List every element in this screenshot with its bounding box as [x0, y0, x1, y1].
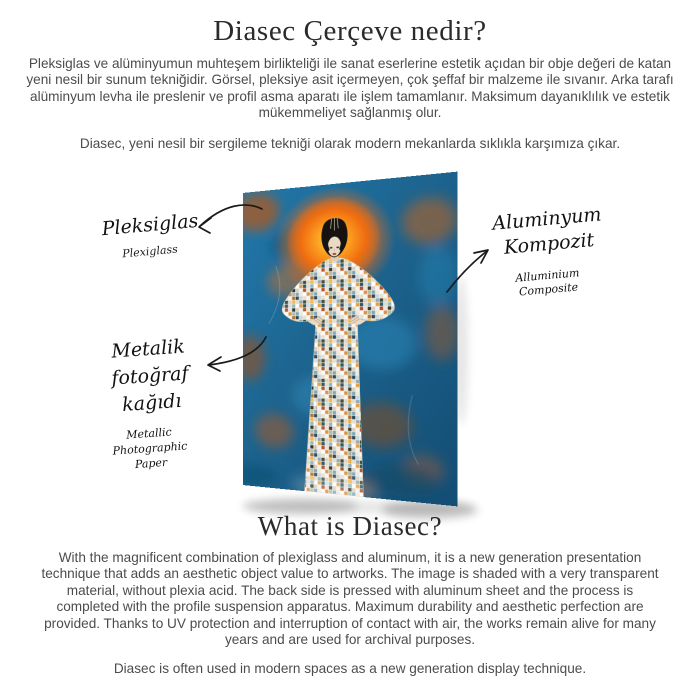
- label-plexiglass: [83, 209, 217, 261]
- artwork-image: [243, 172, 457, 507]
- intro-paragraph-tr: Pleksiglas ve alüminyumun muhteşem birlikteliği ile sanat eserlerine estetik açıdan bir obje değeri de katan yeni nesil bir sunum tekniğidir. Görsel, pleksiye asit içermeyen, çok şeffaf bir malzeme ile sıvanır. Arka tarafı alüminyum levha ile preslenir ve profil asma aparatı ile işlem tamamlanır. Maksimum dayanıklılık ve estetik mükemmeliyet sağlanmış olur.: [26, 56, 674, 121]
- label-aluminum-composite: [481, 203, 615, 299]
- label-paper-tr-line1: Metalik: [110, 335, 186, 363]
- closing-note-en: Diasec is often used in modern spaces as a new generation display technique.: [113, 661, 587, 676]
- label-paper-tr-line3: kağıdı: [121, 389, 183, 416]
- label-paper-en-line3: Paper: [134, 455, 168, 472]
- label-paper-en-line2: Photographic: [112, 439, 188, 458]
- label-plexiglass-tr: Pleksiglas: [100, 209, 200, 241]
- label-aluminum-en-line2: Composite: [518, 280, 579, 299]
- label-aluminum-en-line1: Alluminium: [514, 266, 580, 285]
- label-paper-en-line1: Metallic: [125, 425, 173, 442]
- label-aluminum-tr-line1: Aluminyum: [491, 203, 603, 235]
- label-metallic-paper: [83, 336, 217, 471]
- label-paper-tr-line2: fotoğraf: [110, 362, 190, 390]
- label-plexiglass-en: Plexiglass: [121, 242, 179, 261]
- page-title-en: What is Diasec?: [257, 511, 443, 541]
- intro-note-tr: Diasec, yeni nesil bir sergileme tekniği olarak modern mekanlarda sıklıkla karşımıza çıkar.: [79, 136, 621, 151]
- diasec-artwork-canvas: [243, 172, 457, 507]
- page-title-tr: Diasec Çerçeve nedir?: [213, 15, 487, 47]
- body-paragraph-en: With the magnificent combination of plexiglass and aluminum, it is a new generation presentation technique that adds an aesthetic object value to artworks. The image is shaded with a very transparent material, without plexia acid. The back side is pressed with aluminum sheet and the process is completed with the profile suspension apparatus. Maximum durability and aesthetic perfection are provided. Thanks to UV protection and interruption of contact with air, the works remain alive for many years and are used for archival purposes.: [41, 550, 659, 648]
- label-aluminum-tr-line2: Kompozit: [503, 229, 596, 259]
